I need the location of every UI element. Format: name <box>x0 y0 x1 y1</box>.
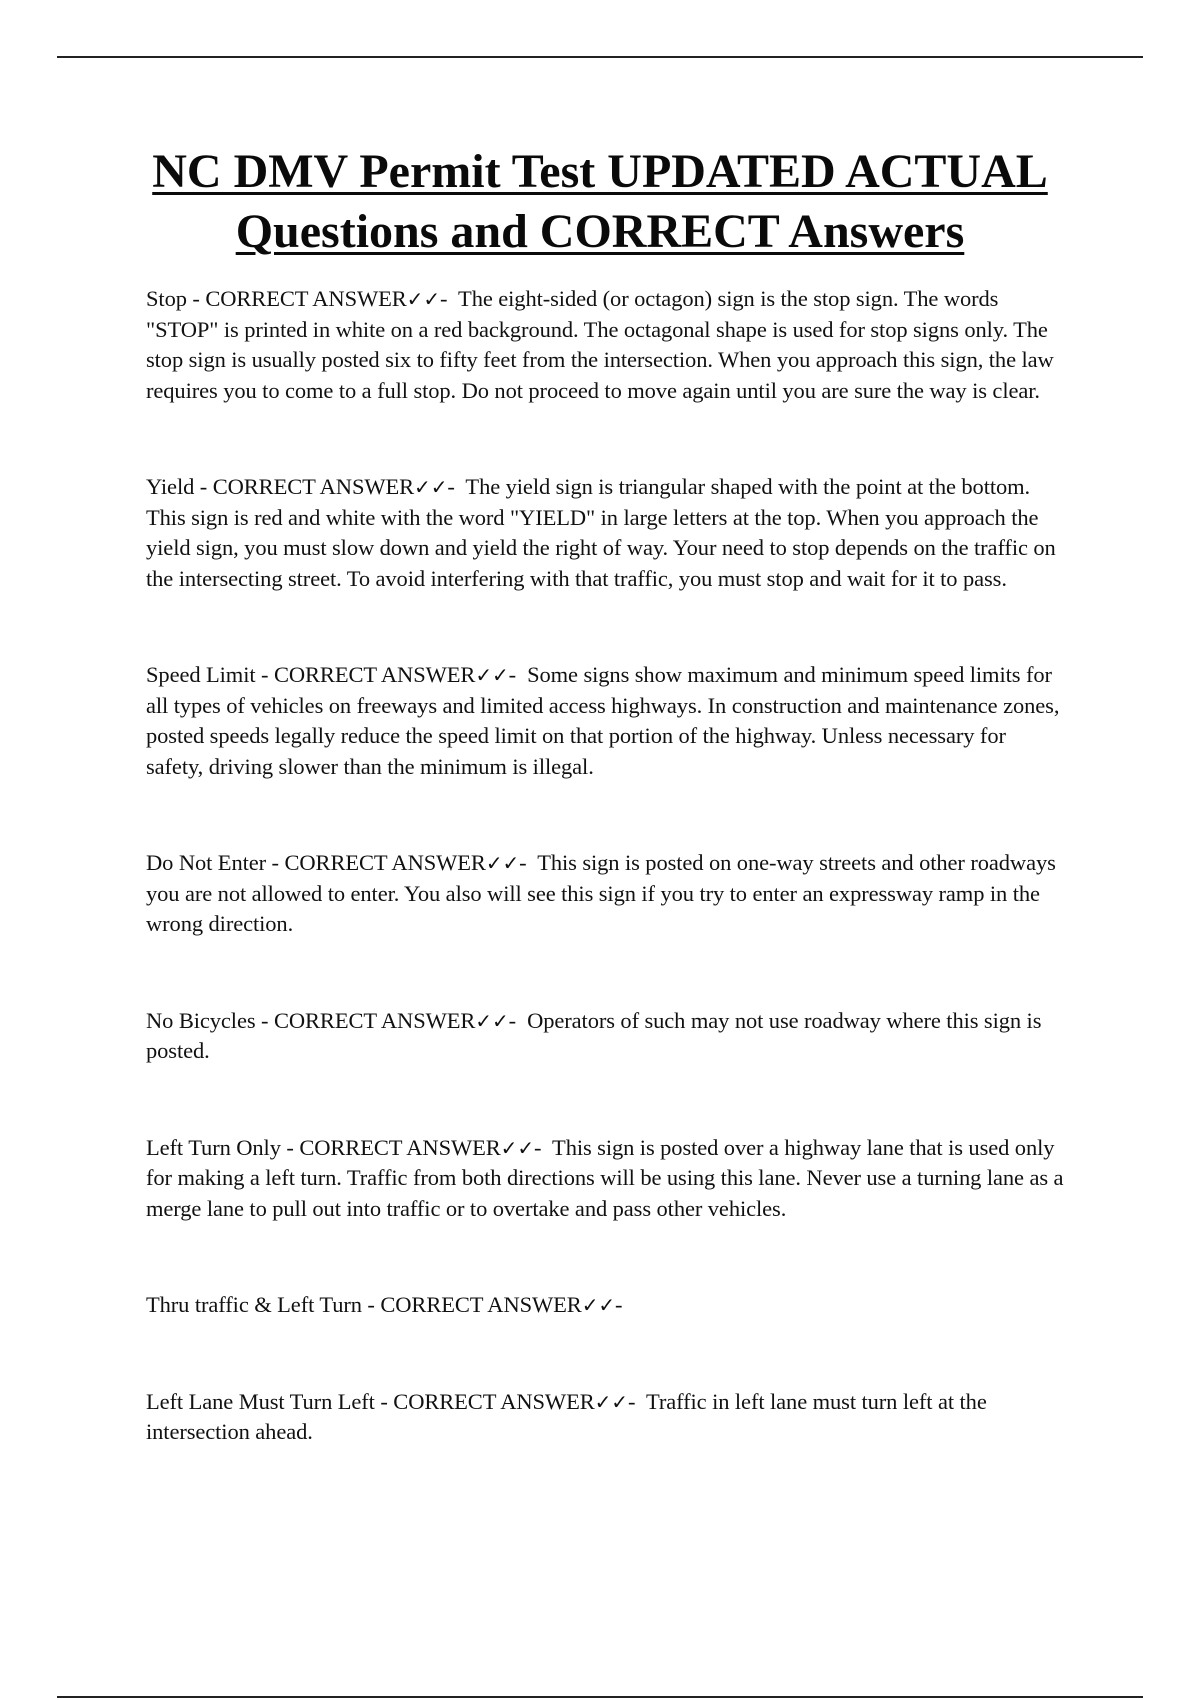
answer-marker: CORRECT ANSWER <box>393 1388 595 1414</box>
answer-marker: CORRECT ANSWER <box>273 1007 476 1033</box>
entry-answer: The yield sign is triangular shaped with the point at the bottom. This sign is red and white with the word "YIELD" in large letters at the top. When you approach the yield sign, you must slow down and yield the right of way. Your need to stop depends on the traffic on the intersecting street. To avoid interfering with that traffic, you must stop and wait for it to pass. <box>146 474 1056 591</box>
answer-marker: CORRECT ANSWER <box>284 850 486 875</box>
qa-list <box>146 284 1066 1514</box>
title-line-2: Questions and CORRECT Answers <box>235 205 965 258</box>
top-divider <box>57 56 1143 58</box>
bottom-divider <box>57 1696 1143 1698</box>
qa-entry-no-bicycles: No Bicycles - CORRECT ANSWER✓✓- Operators of such may not use roadway where this sign is posted. <box>146 1007 1042 1063</box>
entry-term: Left Lane Must Turn Left <box>146 1388 375 1414</box>
qa-entry-do-not-enter: Do Not Enter - CORRECT ANSWER✓✓- This sign is posted on one-way streets and other roadways you are not allowed to enter. You also will see this sign if you try to enter an expressway ramp in the wrong direction. <box>146 850 1056 936</box>
qa-entry-stop: Stop - CORRECT ANSWER✓✓- The eight-sided (or octagon) sign is the stop sign. The words "STOP" is printed in white on a red background. The octagonal shape is used for stop signs only. The stop sign is usually posted six to fifty feet from the intersection. When you approach this sign, the law requires you to come to a full stop. Do not proceed to move again until you are sure the way is clear. <box>146 286 1054 403</box>
qa-entry-speed-limit: Speed Limit - CORRECT ANSWER✓✓- Some signs show maximum and minimum speed limits for all types of vehicles on freeways and limited access highways. In construction and maintenance zones, posted speeds legally reduce the speed limit on that portion of the highway. Unless necessary for safety, driving slower than the minimum is illegal. <box>146 662 1060 779</box>
entry-answer: Traffic in left lane must turn left at the intersection ahead. <box>146 1388 987 1444</box>
check-marks-icon: ✓✓ <box>406 287 440 311</box>
answer-marker: CORRECT ANSWER <box>380 1292 582 1317</box>
entry-term: Yield <box>146 474 195 499</box>
entry-answer: Some signs show maximum and minimum speed limits for all types of vehicles on freeways and limited access highways. In construction and maintenance zones, posted speeds legally reduce the speed limit on that portion of the highway. Unless necessary for safety, driving slower than the minimum is illegal. <box>146 662 1060 779</box>
entry-term: No Bicycles <box>146 1007 256 1033</box>
entry-answer: This sign is posted on one-way streets and other roadways you are not allowed to enter. You also will see this sign if you try to enter an expressway ramp in the wrong direction. <box>146 850 1056 936</box>
entry-answer: This sign is posted over a highway lane that is used only for making a left turn. Traffic from both directions will be using this lane. Never use a turning lane as a merge lane to pull out into traffic or to overtake and pass other vehicles. <box>146 1134 1064 1221</box>
entry-term: Left Turn Only <box>146 1134 281 1160</box>
check-marks-icon: ✓✓ <box>414 475 448 499</box>
entry-term: Do Not Enter <box>146 850 267 875</box>
answer-marker: CORRECT ANSWER <box>212 474 415 499</box>
check-marks-icon: ✓✓ <box>500 1135 534 1160</box>
check-marks-icon: ✓✓ <box>475 663 509 687</box>
check-marks-icon: ✓✓ <box>475 1008 509 1033</box>
answer-marker: CORRECT ANSWER <box>273 662 476 687</box>
qa-entry-left-turn-only: Left Turn Only - CORRECT ANSWER✓✓- This sign is posted over a highway lane that is used only for making a left turn. Traffic from both directions will be using this lane. Never use a turning lane as a merge lane to pull out into traffic or to overtake and pass other vehicles. <box>146 1134 1064 1221</box>
check-marks-icon: ✓✓ <box>581 1293 616 1317</box>
qa-entry-thru-traffic-left-turn: Thru traffic & Left Turn - CORRECT ANSWER✓✓- <box>146 1292 623 1317</box>
answer-marker: CORRECT ANSWER <box>299 1134 501 1160</box>
entry-answer: Operators of such may not use roadway where this sign is posted. <box>146 1007 1042 1063</box>
check-marks-icon: ✓✓ <box>485 851 520 875</box>
answer-marker: CORRECT ANSWER <box>205 286 407 311</box>
qa-entry-left-lane-must-turn-left: Left Lane Must Turn Left - CORRECT ANSWER✓✓- Traffic in left lane must turn left at the intersection ahead. <box>146 1388 987 1444</box>
entry-term: Stop <box>146 286 187 311</box>
title-line-1: NC DMV Permit Test UPDATED ACTUAL <box>152 145 1048 198</box>
entry-term: Speed Limit <box>146 662 256 687</box>
qa-entry-yield: Yield - CORRECT ANSWER✓✓- The yield sign is triangular shaped with the point at the bottom. This sign is red and white with the word "YIELD" in large letters at the top. When you approach the yield sign, you must slow down and yield the right of way. Your need to stop depends on the traffic on the intersecting street. To avoid interfering with that traffic, you must stop and wait for it to pass. <box>146 474 1056 591</box>
entry-answer: The eight-sided (or octagon) sign is the stop sign. The words "STOP" is printed in white on a red background. The octagonal shape is used for stop signs only. The stop sign is usually posted six to fifty feet from the intersection. When you approach this sign, the law requires you to come to a full stop. Do not proceed to move again until you are sure the way is clear. <box>146 286 1054 403</box>
check-marks-icon: ✓✓ <box>594 1389 628 1414</box>
document-title <box>100 142 1100 262</box>
entry-term: Thru traffic & Left Turn <box>146 1292 362 1317</box>
